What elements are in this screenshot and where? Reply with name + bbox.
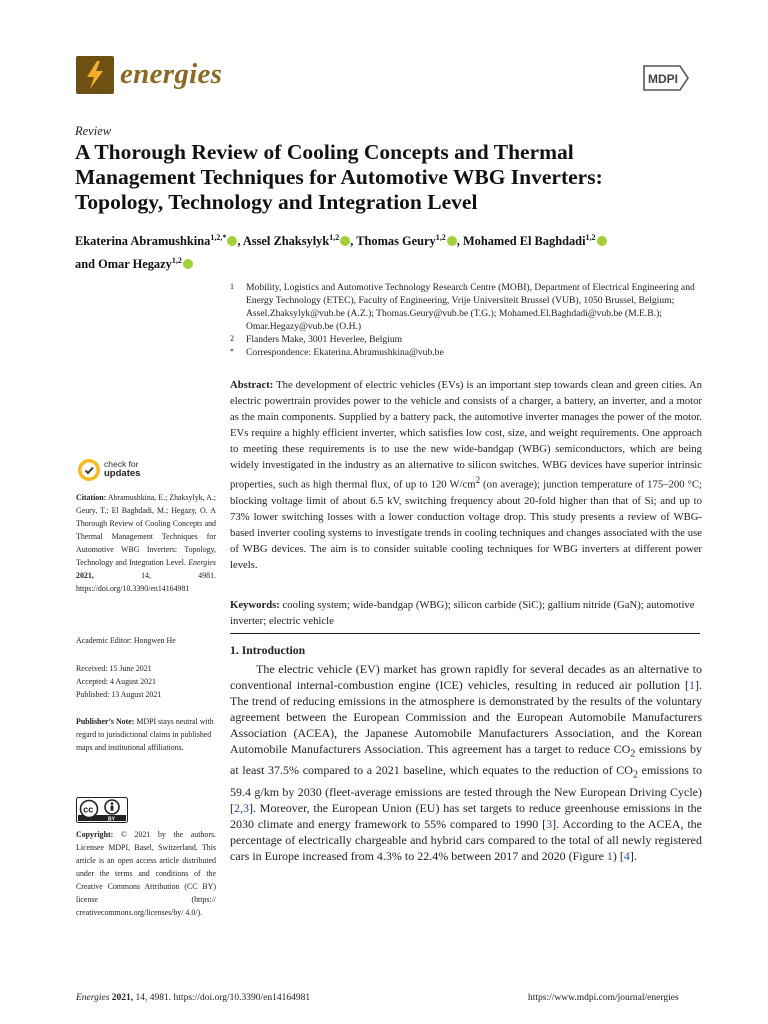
orcid-icon[interactable] (340, 236, 350, 246)
author-name[interactable]: Assel Zhaksylyk (242, 234, 330, 249)
mdpi-logo-text: MDPI (648, 72, 678, 86)
copyright-label: Copyright: (76, 830, 114, 839)
author-name[interactable]: Mohamed El Baghdadi (462, 234, 586, 249)
citation-year: 2021, (76, 571, 94, 580)
affiliation-text: Flanders Make, 3001 Heverlee, Belgium (246, 334, 403, 345)
author-affil-sup: 1,2,* (210, 233, 227, 242)
reference-link[interactable]: 4 (623, 848, 630, 863)
check-updates-line2: updates (104, 468, 141, 479)
author-separator: , (237, 234, 243, 249)
intro-text: emissions by at least 37.5% compared to a 2021 baseline, which equates to the reduction of CO (230, 742, 702, 778)
intro-text: ]. According to the ACEA, the percentage of electrically chargeable and hybrid cars compared to the total of all newly registered cars in Europe increased from 4.3% to 22.4% between 2017 and 2020 (Figure (230, 816, 703, 863)
check-updates-line1: check for (104, 459, 139, 469)
intro-text: ]. Moreover, the European Union (EU) has set targets to reduce greenhouse emissions in the 2030 climate and energy framework to 55% compared to 1990 [ (230, 800, 702, 831)
correspondence-text: Correspondence: Ekaterina.Abramushkina@vub.be (246, 347, 444, 358)
keywords-text: cooling system; wide-bandgap (WBG); silicon carbide (SiC); gallium nitride (GaN); automotive inverter; electric vehicle (230, 599, 695, 627)
publication-dates (76, 662, 216, 701)
affiliations (230, 281, 700, 359)
figure-link[interactable]: 1 (606, 848, 613, 863)
copyright-text: © 2021 by the authors. Licensee MDPI, Basel, Switzerland. This article is an open access article distributed under the terms and conditions of the Creative Commons Attribution (CC BY) license (https:// creativecommons.org/licenses/by/ 4.0/). (76, 830, 216, 917)
energies-logo-icon (76, 56, 114, 94)
author-separator: , (456, 234, 463, 249)
footer-citation (76, 993, 310, 1003)
cc-by-label: BY (108, 816, 115, 823)
intro-text: ) [ (612, 848, 624, 863)
article-type: Review (75, 124, 112, 138)
check-updates-icon (77, 458, 101, 482)
check-updates-text (104, 460, 140, 478)
citation-label: Citation: (76, 493, 107, 502)
abstract-text: The development of electric vehicles (EVs) is an important step towards clean and green cities. An electric powertrain provides power to the vehicle and consists of a charger, a battery, an inverter, and a motor as the main components. Supplied by a battery pack, the automotive inverter manages the power of the motor. EVs require a highly efficient inverter, which satisfies low cost, size, and weight requirements. One approach to meeting these requirements is to use the new wide-bandgap (WBG) semiconductors, which are being widely investigated in the industry as an alternative to silicon switches. WBG devices have superior intrinsic properties, such as high thermal flux, of up to 120 W/cm (230, 379, 702, 491)
intro-text: The electric vehicle (EV) market has grown rapidly for several decades as an alternative to conventional internal-combustion engine (ICE) vehicles, resulting in reduced air pollution [ (230, 662, 702, 692)
orcid-icon[interactable] (183, 259, 193, 269)
author-affil-sup: 1,2 (435, 233, 446, 242)
author-affil-sup: 1,2 (329, 233, 340, 242)
author-separator: , (350, 234, 357, 249)
keywords (230, 598, 702, 630)
publisher-note (76, 715, 216, 754)
correspondence (230, 346, 700, 359)
affiliation-text: Mobility, Logistics and Automotive Technology Research Centre (MOBI), Department of Electrical Engineering and Energy Technology (ETEC), Faculty of Engineering, Vrije Universiteit Brussel (VUB), 1050 Brussel, Belgium; Assel.Zhaksylyk@vub.be (A.Z.); Thomas.Geury@vub.be (T.G.); Mohamed.El.Baghdadi@vub.be (M.E.B.); Omar.Hegazy@vub.be (O.H.) (246, 282, 695, 332)
citation-doi[interactable]: 14, 4981. https://doi.org/10.3390/en14164981 (76, 571, 216, 593)
section-heading-introduction: 1. Introduction (230, 644, 306, 657)
author-name[interactable]: and Omar Hegazy (75, 257, 172, 272)
abstract-text-cont: (on average); junction temperature of 175–200 °C; blocking voltage limit of about 6.5 kV, switching frequency about 20-fold higher than that of Si; and up to 73% lower switching losses with a lower conduction voltage drop. This study presents a review of WBG-based inverter cooling systems to investigate trends in cooling techniques and changes associated with the use of WBG devices. The aim is to consider suitable cooling techniques for WBG inverters at different power levels. (230, 479, 702, 571)
affiliation-marker: * (230, 347, 234, 356)
citation-block (76, 491, 216, 595)
accepted-date: Accepted: 4 August 2021 (76, 677, 156, 686)
footer-year: 2021, (111, 993, 134, 1003)
abstract-label: Abstract: (230, 379, 274, 391)
check-for-updates-badge[interactable] (77, 458, 157, 486)
affiliation-2 (230, 333, 700, 346)
intro-text: ]. The trend of reducing emissions in the atmosphere is demonstrated by the results of the voluntary agreement between the European Commission and the European Automobile Manufacturers Association (ACEA), the Japanese Automobile Manufacturers Association, and the Korean Automobile Manufacturers Association. This agreement has a target to reduce CO (230, 678, 702, 756)
keywords-label: Keywords: (230, 599, 280, 611)
reference-link[interactable]: 2,3 (234, 800, 249, 815)
intro-text: ]. (629, 848, 637, 863)
author-affil-sup: 1,2 (171, 256, 182, 266)
mdpi-logo-icon[interactable] (640, 64, 692, 92)
received-date: Received: 15 June 2021 (76, 664, 152, 673)
abstract-sup: 2 (475, 475, 481, 486)
section-divider (230, 633, 700, 634)
footer-doi[interactable]: 14, 4981. https://doi.org/10.3390/en14164981 (135, 993, 311, 1003)
publisher-note-label: Publisher’s Note: (76, 717, 135, 726)
abstract (230, 378, 702, 573)
affiliation-marker: 2 (230, 334, 234, 343)
author-name[interactable]: Ekaterina Abramushkina (75, 234, 211, 249)
subscript: 2 (630, 748, 636, 760)
reference-link[interactable]: 3 (546, 816, 553, 831)
citation-text: Abramushkina, E.; Zhaksylyk, A.; Geury, T.; El Baghdadi, M.; Hegazy, O. A Thorough Review of Cooling Concepts and Thermal Management Techniques for Automotive WBG Inverters: Topology, Technology and Integration Level. (76, 493, 216, 567)
introduction-paragraph (230, 661, 702, 864)
reference-link[interactable]: 1 (689, 678, 695, 692)
intro-text: emissions to 59.4 g/km by 2030 (fleet-average emissions are tested through the New European Driving Cycle) [ (230, 763, 702, 815)
academic-editor: Academic Editor: Hongwen He (76, 636, 176, 645)
article-title: A Thorough Review of Cooling Concepts and Thermal Management Techniques for Automotive WBG Inverters: Topology, Technology and Integration Level (75, 140, 603, 214)
author-name[interactable]: Thomas Geury (356, 234, 436, 249)
footer-journal: Energies (76, 993, 110, 1003)
footer-journal-url[interactable]: https://www.mdpi.com/journal/energies (528, 993, 679, 1003)
journal-name[interactable]: energies (120, 58, 223, 90)
orcid-icon[interactable] (227, 236, 237, 246)
published-date: Published: 13 August 2021 (76, 690, 162, 699)
cc-by-license-icon[interactable] (76, 797, 128, 823)
author-list (75, 228, 705, 274)
orcid-icon[interactable] (597, 236, 607, 246)
affiliation-marker: 1 (230, 282, 234, 291)
copyright-notice (76, 828, 216, 919)
publisher-note-text: MDPI stays neutral with regard to jurisdictional claims in published maps and institutional affiliations. (76, 717, 214, 752)
subscript: 2 (632, 769, 638, 781)
svg-text:cc: cc (83, 804, 94, 815)
orcid-icon[interactable] (447, 236, 457, 246)
author-affil-sup: 1,2 (585, 233, 596, 242)
affiliation-1 (230, 281, 700, 333)
citation-journal: Energies (188, 558, 216, 567)
